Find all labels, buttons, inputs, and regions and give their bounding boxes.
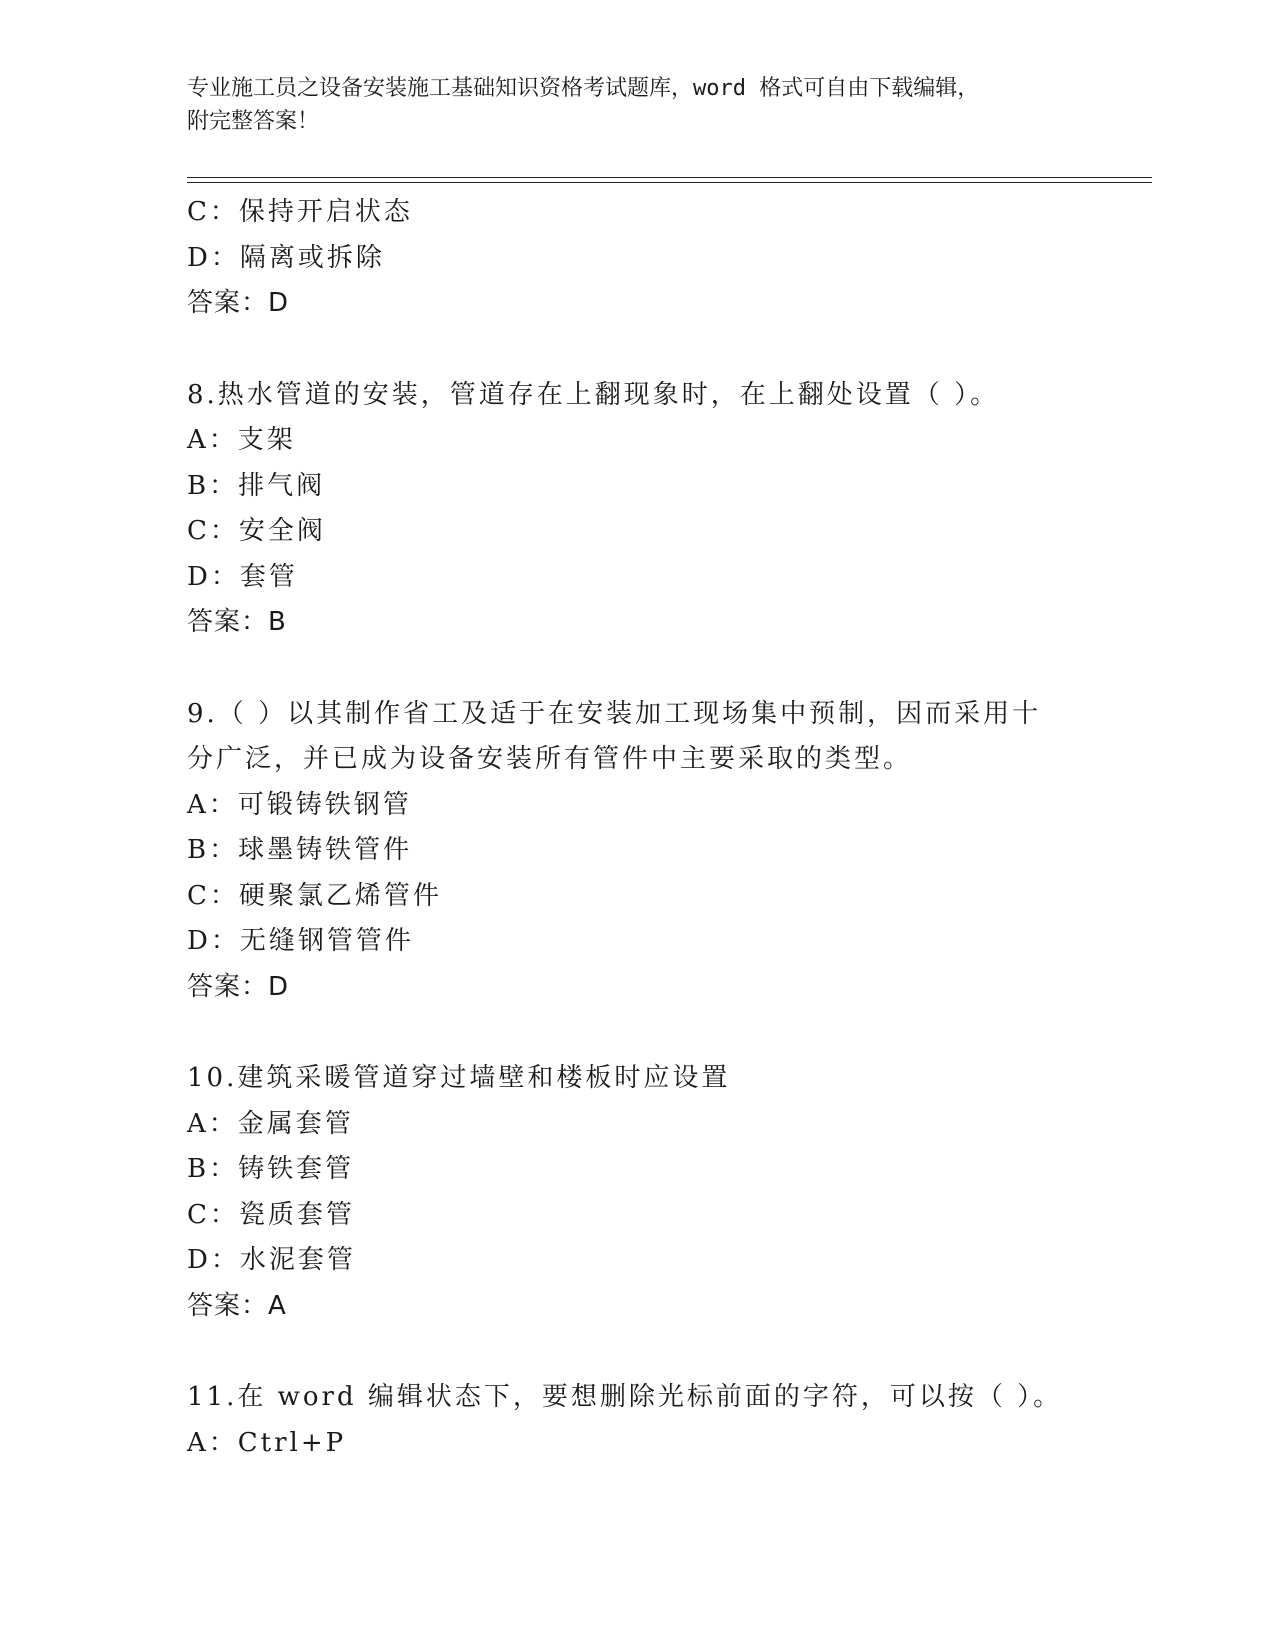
option-d: D：无缝钢管管件 [187,926,414,956]
option-c: C：安全阀 [187,516,326,546]
question-text: 8.热水管道的安装，管道存在上翻现象时，在上翻处设置（ ）。 [187,379,1000,410]
question-block-9 [187,692,1087,1011]
option-d: D：套管 [187,561,298,592]
spacer [187,1010,1087,1056]
question-text: 10.建筑采暖管道穿过墙壁和楼板时应设置 [187,1063,731,1093]
question-block-8 [187,373,1087,646]
document-header [187,72,1047,138]
option-b: B：排气阀 [187,470,326,501]
question-block-10 [187,1056,1087,1329]
spacer [187,646,1087,692]
option-c: C：保持开启状态 [187,197,413,227]
option-a: A：可锻铸铁钢管 [187,789,412,820]
answer-line: 答案：A [187,1290,287,1321]
header-divider-bottom [187,182,1152,183]
header-line-2: 附完整答案！ [187,109,320,134]
answer-line: 答案：D [187,288,290,318]
spacer [187,327,1087,373]
option-b: B：铸铁套管 [187,1154,355,1184]
question-text: 9.（ ）以其制作省工及适于在安装加工现场集中预制，因而采用十分广泛，并已成为设备安装所有管件中主要采取的类型。 [187,698,1042,774]
spacer [187,1329,1087,1375]
option-b: B：球墨铸铁管件 [187,835,413,865]
option-d: D：水泥套管 [187,1245,356,1275]
question-block-7 [187,190,1087,327]
option-a: A：Ctrl+P [187,1427,347,1458]
question-text: 11.在 word 编辑状态下，要想删除光标前面的字符，可以按（ ）。 [187,1382,1063,1412]
question-block-11 [187,1375,1087,1466]
option-d: D：隔离或拆除 [187,242,385,273]
option-c: C：瓷质套管 [187,1199,355,1230]
question-list [187,190,1087,1466]
answer-line: 答案：D [187,971,290,1002]
option-a: A：金属套管 [187,1108,354,1139]
header-divider-top [187,177,1152,178]
option-a: A：支架 [187,425,296,455]
header-line-1: 专业施工员之设备安装施工基础知识资格考试题库，word 格式可自由下载编辑， [187,76,980,101]
option-c: C：硬聚氯乙烯管件 [187,880,442,911]
answer-line: 答案：B [187,607,287,637]
